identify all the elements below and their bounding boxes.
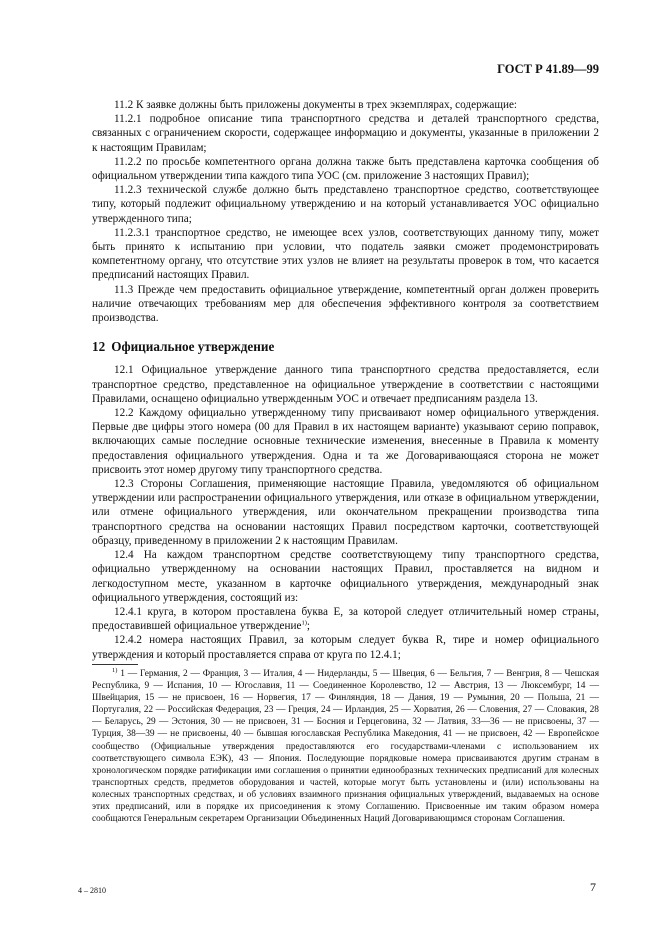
section-heading (92, 340, 599, 354)
footnote-text: 1 — Германия, 2 — Франция, 3 — Италия, 4 — Нидерланды, 5 — Швеция, 6 — Бельгия, 7 — Венгрия, 8 — Чешская Республика, 9 — Испания, 10 — Югославия, 11 — Соединенное Королевство, 12 — Австрия, 13 — Люксембург, 14 — Швейцария, 15 — не присвоен, 16 — Норвегия, 17 — Финляндия, 18 — Дания, 19 — Румыния, 20 — Польша, 21 — Португалия, 22 — Российская Федерация, 23 — Греция, 24 — Ирландия, 25 — Хорватия, 26 — Словения, 27 — Словакия, 28 — Беларусь, 29 — Эстония, 30 — не присвоен, 31 — Босния и Герцеговина, 32 — Латвия, 33—36 — не присвоены, 37 — Турция, 38—39 — не присвоены, 40 — бывшая югославская Республика Македония, 41 — не присвоен, 42 — Европейское сообщество (Официальные утверждения предоставляются его государствами-членами с использованием их соответствующего символа ЕЭК), 43 — Япония. Последующие порядковые номера присваиваются другим странам в хронологическом порядке ратификации ими соглашения о принятии единообразных технических предписаний для колесных транспортных средств, предметов оборудования и частей, которые могут быть установлены и (или) использованы на колесных транспортных средствах, и об условиях взаимного признания официальных утверждений, выдаваемых на основе этих предписаний, или в порядке их присоединения к этому Соглашению. Присвоенные им таким образом номера сообщаются Генеральным секретарем Организации Объединенных Наций Договаривающимся сторонам Соглашения. (92, 669, 600, 825)
paragraph-11-2-3-1: 11.2.3.1 транспортное средство, не имеющее всех узлов, соответствующих данному типу, может быть принято к испытанию при условии, что податель заявки сможет продемонстрировать компетентному органу, что отсутствие этих узлов не влияет на результаты проверок в том, что касается предписаний настоящих Правил. (92, 226, 599, 282)
print-code: 4 – 2810 (78, 886, 106, 895)
paragraph-12-4-1 (92, 605, 599, 633)
footnote (92, 668, 599, 825)
document-body (92, 98, 599, 662)
paragraph-12-4-2: 12.4.2 номера настоящих Правил, за которым следует буква R, тире и номер официального утверждения и который проставляется справа от круга по 12.4.1; (92, 634, 599, 661)
paragraph-12-2: 12.2 Каждому официально утвержденному типу присваивают номер официального утверждения. Первые две цифры этого номера (00 для Правил в их настоящем варианте) указывают серию поправок, включающих самые последние основные технические изменения, внесенные в Правила к моменту предоставления официального утверждения. Одна и та же Договаривающаяся сторона не может присвоить этот номер другому типу транспортного средства. (92, 407, 599, 476)
paragraph-12-1: 12.1 Официальное утверждение данного типа транспортного средства предоставляется, если транспортное средство, представленное на официальное утверждение в соответствии с настоящими Правилами, оснащено официально утвержденным УОС и отвечает предписаниям раздела 13. (92, 364, 599, 405)
footnote-mark: 1) (112, 666, 118, 674)
paragraph-12-3: 12.3 Стороны Соглашения, применяющие настоящие Правила, уведомляются об официальном утверждении или распространении официального утверждения, или отказе в официальном утверждении, или отмене официального утверждения, или окончательном прекращении производства типа транспортного средства на основании настоящих Правил посредством карточки, соответствующей образцу, приведенному в приложении 2 к настоящим Правилам. (92, 478, 599, 547)
paragraph-11-2-1: 11.2.1 подробное описание типа транспортного средства и деталей транспортного средства, связанных с ограничением скорости, содержащее информацию и документы, указанные в приложении 2 к настоящим Правилам; (92, 113, 599, 154)
paragraph-11-2-3: 11.2.3 технической службе должно быть представлено транспортное средство, соответствующее типу, который подлежит официальному утверждению и на который устанавливается УОС официально утвержденного типа; (92, 184, 599, 225)
section-title: Официальное утверждение (111, 339, 275, 355)
footnote-divider (92, 664, 138, 665)
section-number: 12 (92, 339, 106, 355)
page-number: 7 (590, 880, 596, 894)
footnote-reference[interactable]: 1) (301, 619, 307, 627)
paragraph-12-4: 12.4 На каждом транспортном средстве соответствующему типу транспортного средства, официально утвержденному на основании настоящих Правил, проставляется на видном и легкодоступном месте, указанном в карточке официального утверждения, международный знак официального утверждения, состоящий из: (92, 549, 599, 604)
paragraph-11-2: 11.2 К заявке должны быть приложены документы в трех экземплярах, содержащие: (114, 99, 518, 111)
paragraph-12-4-1-text: 12.4.1 круга, в котором проставлена буква Е, за которой следует отличительный номер страны, предоставившей официальное утверждение (92, 605, 599, 633)
paragraph-11-2-2: 11.2.2 по просьбе компетентного органа должна также быть представлена карточка сообщения об официальном утверждении типа каждого типа УОС (см. приложение 3 настоящих Правил); (92, 155, 599, 183)
document-code: ГОСТ Р 41.89—99 (497, 62, 599, 76)
paragraph-12-4-1-end: ; (306, 620, 310, 633)
paragraph-11-3: 11.3 Прежде чем предоставить официальное утверждение, компетентный орган должен проверить наличие отвечающих требованиям мер для обеспечения эффективного контроля за соответствием производства. (92, 283, 599, 325)
